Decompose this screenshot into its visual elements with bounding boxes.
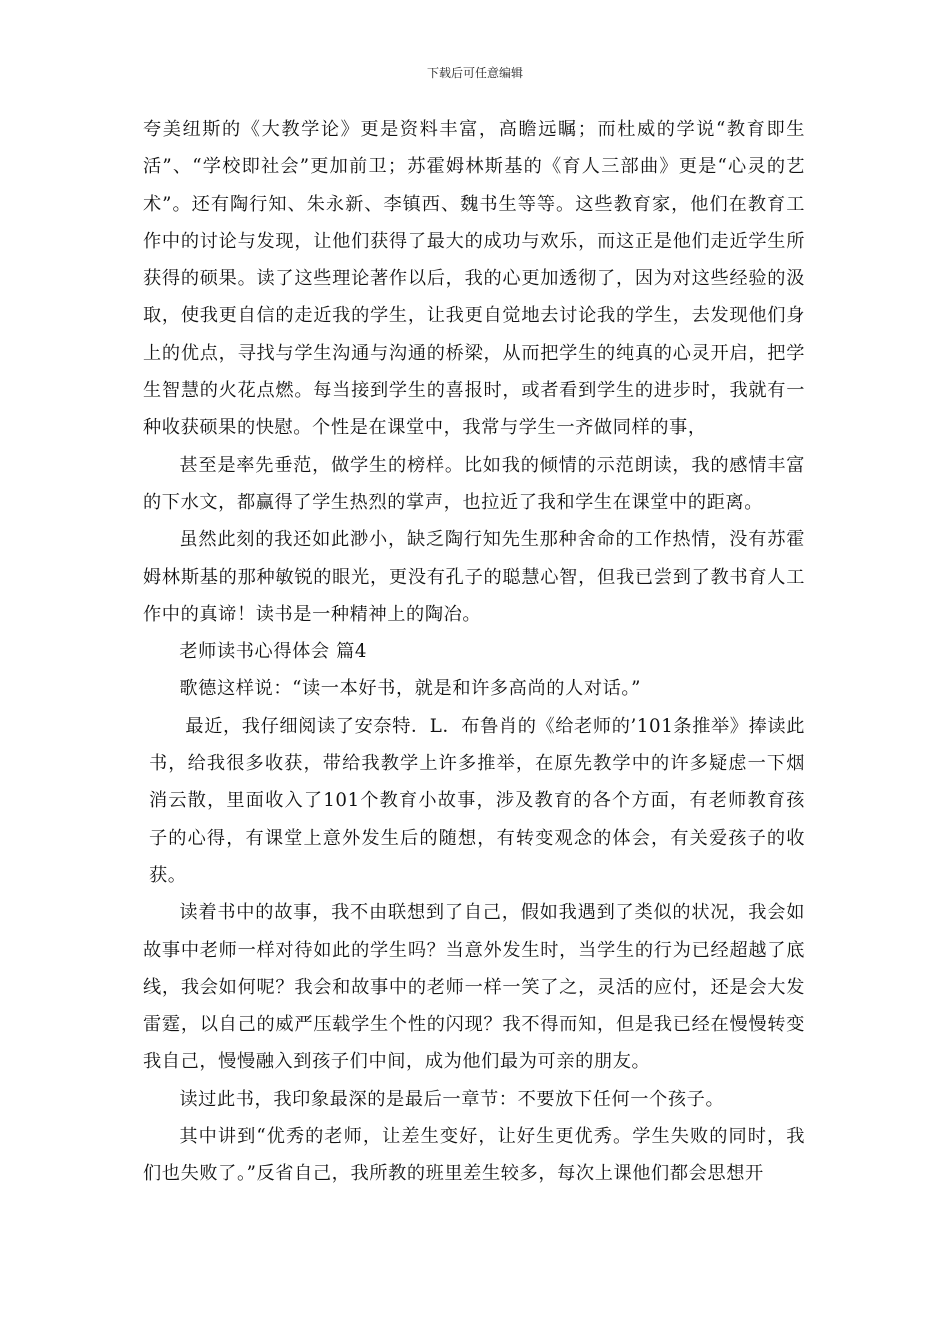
paragraph-5: 读着书中的故事，我不由联想到了自己，假如我遇到了类似的状况，我会如故事中老师一样对待如此的学生吗？当意外发生时，当学生的行为已经超越了底线，我会如何呢？我会和故事中的老师一样一笑了之，灵活的应付，还是会大发雷霆，以自己的威严压载学生个性的闪现？我不得而知，但是我已经在慢慢转变我自己，慢慢融入到孩子们中间，成为他们最为可亲的朋友。 [143,902,805,1073]
paragraph-2: 甚至是率先垂范，做学生的榜样。比如我的倾情的示范朗读，我的感情丰富的下水文，都赢得了学生热烈的掌声，也拉近了我和学生在课堂中的距离。 [143,454,805,513]
paragraph-7: 其中讲到“优秀的老师，让差生变好，让好生更优秀。学生失败的同时，我们也失败了。”反省自己，我所教的班里差生较多，每次上课他们都会思想开 [143,1126,805,1185]
paragraph-1: 夸美纽斯的《大教学论》更是资料丰富，高瞻远瞩；而杜威的学说“教育即生活”、“学校即社会”更加前卫；苏霍姆林斯基的《育人三部曲》更是“心灵的艺术”。还有陶行知、朱永新、李镇西、魏书生等等。这些教育家，他们在教育工作中的讨论与发现，让他们获得了最大的成功与欢乐，而这正是他们走近学生所获得的硕果。读了这些理论著作以后，我的心更加透彻了，因为对这些经验的汲取，使我更自信的走近我的学生，让我更自觉地去讨论我的学生，去发现他们身上的优点，寻找与学生沟通与沟通的桥梁，从而把学生的纯真的心灵开启，把学生智慧的火花点燃。每当接到学生的喜报时，或者看到学生的进步时，我就有一种收获硕果的快慰。个性是在课堂中，我常与学生一齐做同样的事， [143,119,805,439]
quote-paragraph: 歌德这样说：“读一本好书，就是和许多高尚的人对话。” [179,678,641,700]
paragraph-3: 虽然此刻的我还如此渺小，缺乏陶行知先生那种舍命的工作热情，没有苏霍姆林斯基的那种敏锐的眼光，更没有孔子的聪慧心智，但我已尝到了教书育人工作中的真谛！读书是一种精神上的陶冶。 [143,529,805,625]
document-body [143,111,805,1193]
paragraph-6: 读过此书，我印象最深的是最后一章节：不要放下任何一个孩子。 [179,1088,725,1110]
section-heading: 老师读书心得体会 篇4 [179,641,368,663]
paragraph-4: 最近，我仔细阅读了安奈特．L．布鲁肖的《给老师的’101条推举》捧读此书，给我很多收获，带给我教学上许多推举，在原先教学中的许多疑虑一下烟消云散，里面收入了101个教育小故事，涉及教育的各个方面，有老师教育孩子的心得，有课堂上意外发生后的随想，有转变观念的体会，有关爱孩子的收获。 [149,715,805,886]
page-header: 下载后可任意编辑 [426,66,523,80]
